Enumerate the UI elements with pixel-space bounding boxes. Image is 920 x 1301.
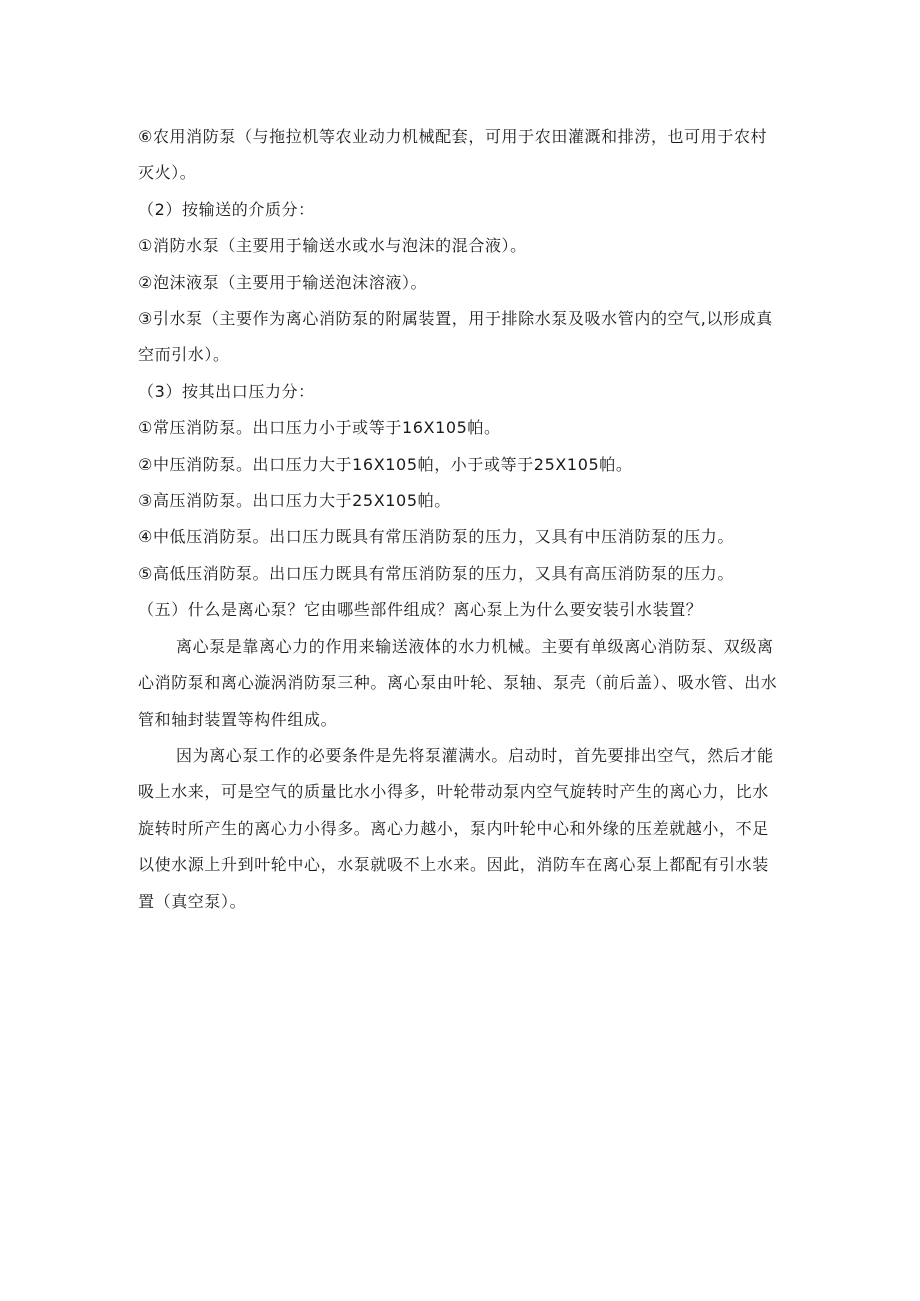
paragraph-medium-low-pressure: ④中低压消防泵。出口压力既具有常压消防泵的压力，又具有中压消防泵的压力。 bbox=[138, 527, 734, 547]
paragraph-foam-pump: ②泡沫液泵（主要用于输送泡沫溶液）。 bbox=[138, 272, 428, 292]
heading-by-medium: （2）按输送的介质分： bbox=[138, 199, 315, 219]
paragraph-priming-pump: ③引水泵（主要作为离心消防泵的附属装置，用于排除水泵及吸水管内的空气,以形成真空而引水）。 bbox=[138, 309, 773, 365]
paragraph-item-6-agricultural-pump: ⑥农用消防泵（与拖拉机等农业动力机械配套，可用于农田灌溉和排涝，也可用于农村灭火）。 bbox=[138, 127, 768, 183]
paragraph-high-low-pressure: ⑤高低压消防泵。出口压力既具有常压消防泵的压力，又具有高压消防泵的压力。 bbox=[138, 563, 734, 583]
paragraph-centrifugal-definition: 离心泵是靠离心力的作用来输送液体的水力机械。主要有单级离心消防泵、双级离心消防泵和离心漩涡消防泵三种。离心泵由叶轮、泵轴、泵壳（前后盖）、吸水管、出水管和轴封装置等构件组成。 bbox=[138, 636, 778, 729]
heading-by-outlet-pressure: （3）按其出口压力分： bbox=[138, 381, 315, 401]
paragraph-high-pressure: ③高压消防泵。出口压力大于25X105帕。 bbox=[138, 491, 451, 511]
section-question-centrifugal-pump: （五）什么是离心泵？它由哪些部件组成？离心泵上为什么要安装引水装置？ bbox=[138, 600, 703, 620]
paragraph-priming-reason: 因为离心泵工作的必要条件是先将泵灌满水。启动时，首先要排出空气，然后才能吸上水来，可是空气的质量比水小得多，叶轮带动泵内空气旋转时产生的离心力，比水旋转时所产生的离心力小得多。离心力越小，泵内叶轮中心和外缘的压差就越小，不足以使水源上升到叶轮中心，水泵就吸不上水来。因此，消防车在离心泵上都配有引水装置（真空泵）。 bbox=[138, 745, 774, 911]
paragraph-normal-pressure: ①常压消防泵。出口压力小于或等于16X105帕。 bbox=[138, 418, 501, 438]
paragraph-water-pump: ①消防水泵（主要用于输送水或水与泡沫的混合液）。 bbox=[138, 236, 527, 256]
paragraph-medium-pressure: ②中压消防泵。出口压力大于16X105帕，小于或等于25X105帕。 bbox=[138, 454, 633, 474]
